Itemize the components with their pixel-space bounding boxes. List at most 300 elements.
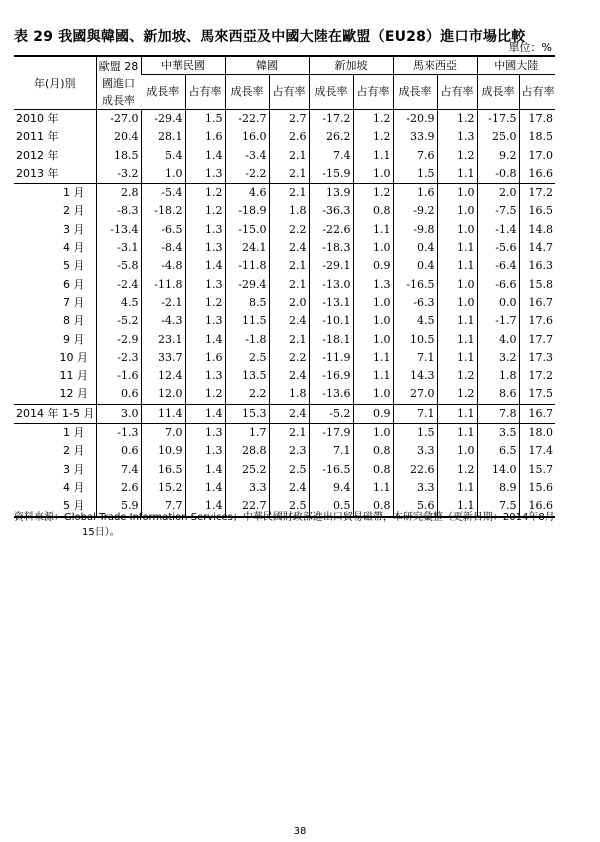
table-row [14, 461, 555, 479]
table-cell: 14.3 [393, 367, 437, 385]
table-cell: 4.5 [96, 294, 141, 312]
table-row [14, 385, 555, 404]
table-cell: 3.2 [477, 349, 519, 367]
share-header: 占有率 [519, 75, 555, 110]
table-cell: -11.8 [225, 257, 269, 275]
table-cell: 11.4 [141, 404, 185, 423]
table-row [14, 276, 555, 294]
table-cell: 2.1 [269, 276, 309, 294]
table-cell: -1.3 [96, 424, 141, 443]
table-cell: 1.2 [353, 128, 393, 146]
row-label: 4 月 [63, 480, 85, 494]
table-cell: 2.2 [269, 221, 309, 239]
table-cell: -4.3 [141, 312, 185, 330]
table-cell: 14.0 [477, 461, 519, 479]
table-cell: 14.7 [519, 239, 555, 257]
table-cell: 4.6 [225, 184, 269, 203]
table-row [14, 257, 555, 275]
table-cell: 3.3 [225, 479, 269, 497]
table-cell: -1.4 [477, 221, 519, 239]
row-label: 2 月 [63, 444, 85, 458]
source-note [14, 510, 559, 540]
table-cell: 1.4 [185, 257, 225, 275]
table-cell: 9.2 [477, 147, 519, 165]
row-label: 5 月 [14, 497, 96, 516]
table-cell: 1.0 [437, 202, 477, 220]
table-cell: 1.5 [393, 165, 437, 184]
table-cell: 5.6 [393, 497, 437, 516]
table-cell: 9.4 [309, 479, 353, 497]
table-cell: 28.1 [141, 128, 185, 146]
table-cell: 1.0 [353, 312, 393, 330]
eu-label-line: 國進口 [102, 77, 135, 90]
table-cell: 1.0 [353, 424, 393, 443]
table-cell: 1.4 [185, 404, 225, 423]
table-cell: 33.7 [141, 349, 185, 367]
table-row [14, 294, 555, 312]
row-label: 9 月 [63, 332, 85, 346]
table-cell: 1.3 [185, 165, 225, 184]
table-cell: 4.5 [393, 312, 437, 330]
table-cell: -3.2 [96, 165, 141, 184]
table-cell: 1.3 [185, 276, 225, 294]
table-cell: -6.4 [477, 257, 519, 275]
growth-header: 成長率 [225, 75, 269, 110]
table-cell: 1.0 [353, 294, 393, 312]
table-cell: 17.6 [519, 312, 555, 330]
table-cell: -2.3 [96, 349, 141, 367]
table-cell: 26.2 [309, 128, 353, 146]
table-cell: 0.8 [353, 497, 393, 516]
table-cell: 0.9 [353, 404, 393, 423]
growth-header: 成長率 [309, 75, 353, 110]
table-cell: 0.4 [393, 239, 437, 257]
table-cell: -6.3 [393, 294, 437, 312]
row-label: 2012 年 [16, 148, 59, 162]
page-title: 表 29 我國與韓國、新加坡、馬來西亞及中國大陸在歐盟（EU28）進口市場比較 [14, 29, 526, 45]
table-cell: -11.9 [309, 349, 353, 367]
table-cell: -27.0 [96, 110, 141, 129]
table-cell: -6.6 [477, 276, 519, 294]
page-number: 38 [293, 826, 307, 837]
table-cell: 1.0 [437, 294, 477, 312]
eu-label-line: 歐盟 28 [98, 60, 139, 73]
table-cell: 5.4 [141, 147, 185, 165]
table-cell: 15.7 [519, 461, 555, 479]
table-cell: -13.1 [309, 294, 353, 312]
table-cell: 2.1 [269, 424, 309, 443]
table-cell: -20.9 [393, 110, 437, 129]
table-cell: 2.4 [269, 367, 309, 385]
table-cell: 2.6 [96, 479, 141, 497]
table-cell: -2.2 [225, 165, 269, 184]
table-cell: 18.0 [519, 424, 555, 443]
table-cell: -8.3 [96, 202, 141, 220]
unit-label: 單位：% [508, 41, 552, 54]
table-cell: 8.6 [477, 385, 519, 404]
table-row [14, 331, 555, 349]
row-label: 2 月 [63, 204, 85, 218]
country-header-china: 中國大陸 [477, 56, 555, 75]
table-cell: -18.2 [141, 202, 185, 220]
table-cell: 2.2 [269, 349, 309, 367]
table-cell: 2.1 [269, 147, 309, 165]
table-row [14, 349, 555, 367]
eu-growth-header [96, 56, 141, 110]
share-header: 占有率 [437, 75, 477, 110]
table-cell: 1.0 [437, 221, 477, 239]
table-cell: -2.1 [141, 294, 185, 312]
table-cell: -0.8 [477, 165, 519, 184]
table-cell: 0.9 [353, 257, 393, 275]
table-cell: 22.6 [393, 461, 437, 479]
table-cell: -8.4 [141, 239, 185, 257]
table-cell: 2.1 [269, 165, 309, 184]
share-header: 占有率 [185, 75, 225, 110]
table-cell: 11.5 [225, 312, 269, 330]
row-label: 7 月 [63, 295, 85, 309]
table-cell: 1.1 [437, 312, 477, 330]
table-cell: 7.4 [96, 461, 141, 479]
table-row [14, 128, 555, 146]
table-cell: 2.4 [269, 404, 309, 423]
table-cell: 2.5 [269, 497, 309, 516]
table-cell: 7.7 [141, 497, 185, 516]
table-cell: 0.8 [353, 442, 393, 460]
table-cell: 3.3 [393, 442, 437, 460]
table-cell: 1.1 [353, 147, 393, 165]
table-row [14, 367, 555, 385]
row-label: 11 月 [59, 369, 88, 383]
table-cell: 0.8 [353, 461, 393, 479]
table-cell: 15.3 [225, 404, 269, 423]
table-row [14, 442, 555, 460]
table-cell: 16.7 [519, 404, 555, 423]
table-cell: 1.1 [353, 479, 393, 497]
country-header-singapore: 新加坡 [309, 56, 393, 75]
table-cell: -22.6 [309, 221, 353, 239]
table-cell: 1.3 [185, 424, 225, 443]
table-cell: -9.8 [393, 221, 437, 239]
table-cell: 14.8 [519, 221, 555, 239]
table-cell: 1.4 [185, 461, 225, 479]
table-cell: 1.5 [393, 424, 437, 443]
table-cell: -10.1 [309, 312, 353, 330]
row-label: 1 月 [14, 184, 96, 203]
table-cell: 2.5 [269, 461, 309, 479]
table-cell: 2.5 [225, 349, 269, 367]
table-cell: 12.0 [141, 385, 185, 404]
row-label: 3 月 [63, 462, 85, 476]
growth-header: 成長率 [393, 75, 437, 110]
table-cell: 13.5 [225, 367, 269, 385]
table-row [14, 147, 555, 165]
table-cell: -17.2 [309, 110, 353, 129]
table-cell: 2.4 [269, 239, 309, 257]
table-cell: -29.1 [309, 257, 353, 275]
table-cell: -29.4 [141, 110, 185, 129]
table-cell: 2.4 [269, 479, 309, 497]
row-label: 4 月 [63, 241, 85, 255]
table-cell: 16.5 [141, 461, 185, 479]
comparison-table [14, 55, 555, 518]
table-cell: 1.1 [437, 404, 477, 423]
table-cell: 1.2 [437, 367, 477, 385]
table-cell: 2.6 [269, 128, 309, 146]
table-cell: -15.0 [225, 221, 269, 239]
table-cell: -18.3 [309, 239, 353, 257]
table-cell: 1.6 [393, 184, 437, 203]
table-row [14, 404, 555, 423]
table-cell: 17.3 [519, 349, 555, 367]
table-cell: 7.1 [393, 349, 437, 367]
table-cell: 1.6 [185, 128, 225, 146]
table-cell: -4.8 [141, 257, 185, 275]
table-row [14, 424, 555, 443]
table-cell: 1.8 [269, 202, 309, 220]
table-cell: 1.1 [437, 424, 477, 443]
table-cell: 7.1 [309, 442, 353, 460]
row-label: 12 月 [59, 387, 88, 401]
table-cell: -13.4 [96, 221, 141, 239]
table-cell: 1.4 [185, 497, 225, 516]
table-cell: 1.2 [353, 184, 393, 203]
table-row [14, 312, 555, 330]
table-cell: 0.0 [477, 294, 519, 312]
table-cell: -11.8 [141, 276, 185, 294]
table-cell: 28.8 [225, 442, 269, 460]
table-cell: 1.0 [437, 442, 477, 460]
share-header: 占有率 [269, 75, 309, 110]
table-cell: -3.1 [96, 239, 141, 257]
row-label: 2013 年 [16, 166, 59, 180]
growth-header: 成長率 [477, 75, 519, 110]
table-cell: -1.6 [96, 367, 141, 385]
table-cell: 7.1 [393, 404, 437, 423]
table-cell: 17.5 [519, 385, 555, 404]
table-cell: -2.9 [96, 331, 141, 349]
table-cell: -5.2 [96, 312, 141, 330]
table-cell: 16.0 [225, 128, 269, 146]
table-cell: 25.2 [225, 461, 269, 479]
table-cell: 0.8 [353, 202, 393, 220]
table-cell: 15.2 [141, 479, 185, 497]
table-cell: 17.4 [519, 442, 555, 460]
table-body [14, 110, 555, 517]
table-cell: 25.0 [477, 128, 519, 146]
table-cell: -5.4 [141, 184, 185, 203]
row-label: 8 月 [63, 314, 85, 328]
table-cell: -5.8 [96, 257, 141, 275]
table-cell: 5.9 [96, 497, 141, 516]
table-cell: 18.5 [96, 147, 141, 165]
table-cell: 1.3 [185, 442, 225, 460]
table-row [14, 165, 555, 184]
table-cell: 1.1 [353, 367, 393, 385]
table-cell: 17.8 [519, 110, 555, 129]
table-cell: 2.8 [96, 184, 141, 203]
table-cell: 23.1 [141, 331, 185, 349]
table-cell: 7.8 [477, 404, 519, 423]
table-cell: -5.2 [309, 404, 353, 423]
table-cell: 13.9 [309, 184, 353, 203]
table-cell: 1.0 [353, 239, 393, 257]
table-cell: 2.4 [269, 312, 309, 330]
table-cell: 1.1 [437, 479, 477, 497]
table-cell: 1.3 [185, 239, 225, 257]
table-cell: 1.1 [437, 497, 477, 516]
table-cell: 1.3 [353, 276, 393, 294]
table-cell: 6.5 [477, 442, 519, 460]
table-cell: 1.5 [185, 110, 225, 129]
table-cell: 2.1 [269, 331, 309, 349]
table-cell: -13.6 [309, 385, 353, 404]
table-cell: 15.6 [519, 479, 555, 497]
table-cell: 10.9 [141, 442, 185, 460]
table-cell: -29.4 [225, 276, 269, 294]
source-line: 資料來源：Global Trade Information Services；中華民國財政部進出口貿易磁帶，本研究彙整（更新日期：2014年8月 [14, 512, 555, 523]
table-cell: 1.0 [437, 184, 477, 203]
table-cell: 2.1 [269, 257, 309, 275]
table-cell: 0.6 [96, 442, 141, 460]
table-row [14, 479, 555, 497]
table-cell: 24.1 [225, 239, 269, 257]
table-cell: 20.4 [96, 128, 141, 146]
table-row [14, 202, 555, 220]
table-cell: 1.8 [269, 385, 309, 404]
table-cell: 1.0 [353, 331, 393, 349]
table-cell: 17.2 [519, 367, 555, 385]
table-cell: 7.0 [141, 424, 185, 443]
table-cell: 3.3 [393, 479, 437, 497]
table-cell: 1.3 [185, 221, 225, 239]
row-label: 1 月 [14, 424, 96, 443]
table-cell: 1.3 [185, 312, 225, 330]
table-cell: 1.1 [353, 221, 393, 239]
table-cell: -6.5 [141, 221, 185, 239]
table-cell: -1.7 [477, 312, 519, 330]
row-header: 年(月)別 [14, 56, 96, 110]
country-header-malaysia: 馬來西亞 [393, 56, 477, 75]
table-cell: 4.0 [477, 331, 519, 349]
table-cell: 1.0 [353, 165, 393, 184]
table-cell: 1.1 [437, 239, 477, 257]
row-label: 10 月 [59, 350, 88, 364]
table-cell: 1.0 [437, 276, 477, 294]
table-cell: 1.2 [185, 294, 225, 312]
table-cell: 1.1 [437, 349, 477, 367]
table-cell: 22.7 [225, 497, 269, 516]
table-cell: 33.9 [393, 128, 437, 146]
table-cell: 27.0 [393, 385, 437, 404]
table-cell: 1.2 [353, 110, 393, 129]
table-cell: -2.4 [96, 276, 141, 294]
table-cell: 17.0 [519, 147, 555, 165]
row-label: 5 月 [63, 259, 85, 273]
table-cell: 2.0 [477, 184, 519, 203]
eu-label-line: 成長率 [102, 94, 135, 107]
table-cell: -13.0 [309, 276, 353, 294]
table-cell: -16.5 [393, 276, 437, 294]
row-label: 2010 年 [14, 110, 96, 129]
row-label: 2011 年 [16, 130, 59, 144]
table-cell: 1.2 [437, 147, 477, 165]
table-cell: 1.6 [185, 349, 225, 367]
table-cell: 0.4 [393, 257, 437, 275]
table-cell: 2.7 [269, 110, 309, 129]
table-cell: 2.3 [269, 442, 309, 460]
table-cell: 2.1 [269, 184, 309, 203]
table-cell: 16.5 [519, 202, 555, 220]
table-cell: 1.2 [185, 385, 225, 404]
table-row [14, 221, 555, 239]
table-cell: 1.8 [477, 367, 519, 385]
table-cell: 0.6 [96, 385, 141, 404]
table-cell: 7.4 [309, 147, 353, 165]
table-cell: -17.9 [309, 424, 353, 443]
table-cell: 1.1 [437, 331, 477, 349]
table-cell: 8.5 [225, 294, 269, 312]
table-cell: 1.0 [141, 165, 185, 184]
table-cell: -9.2 [393, 202, 437, 220]
table-cell: 7.6 [393, 147, 437, 165]
table-cell: -15.9 [309, 165, 353, 184]
table-cell: 8.9 [477, 479, 519, 497]
table-cell: -16.5 [309, 461, 353, 479]
table-cell: -3.4 [225, 147, 269, 165]
table-row [14, 184, 555, 203]
share-header: 占有率 [353, 75, 393, 110]
country-header-taiwan: 中華民國 [141, 56, 225, 75]
table-cell: 17.7 [519, 331, 555, 349]
table-cell: -7.5 [477, 202, 519, 220]
table-cell: 16.6 [519, 497, 555, 516]
table-cell: 1.4 [185, 479, 225, 497]
table-cell: 3.0 [96, 404, 141, 423]
table-cell: -16.9 [309, 367, 353, 385]
table-cell: 7.5 [477, 497, 519, 516]
table-cell: -5.6 [477, 239, 519, 257]
table-cell: 1.4 [185, 331, 225, 349]
table-cell: 0.5 [309, 497, 353, 516]
table-cell: 1.2 [185, 202, 225, 220]
table-cell: 15.8 [519, 276, 555, 294]
table-cell: 1.2 [185, 184, 225, 203]
row-label: 3 月 [63, 222, 85, 236]
table-cell: -17.5 [477, 110, 519, 129]
table-cell: 1.1 [437, 257, 477, 275]
table-cell: 1.1 [353, 349, 393, 367]
table-cell: 16.3 [519, 257, 555, 275]
table-cell: 18.5 [519, 128, 555, 146]
table-cell: 3.5 [477, 424, 519, 443]
table-cell: -18.9 [225, 202, 269, 220]
table-cell: 1.2 [437, 110, 477, 129]
table-cell: 1.7 [225, 424, 269, 443]
table-cell: 1.0 [353, 385, 393, 404]
table-cell: 16.7 [519, 294, 555, 312]
table-cell: 16.6 [519, 165, 555, 184]
table-cell: 1.2 [437, 385, 477, 404]
row-label: 2014 年 1-5 月 [14, 404, 96, 423]
table-cell: -18.1 [309, 331, 353, 349]
row-label: 6 月 [63, 277, 85, 291]
table-cell: 12.4 [141, 367, 185, 385]
source-line: 15日）。 [82, 527, 120, 538]
table-cell: 1.4 [185, 147, 225, 165]
table-cell: -22.7 [225, 110, 269, 129]
country-header-korea: 韓國 [225, 56, 309, 75]
